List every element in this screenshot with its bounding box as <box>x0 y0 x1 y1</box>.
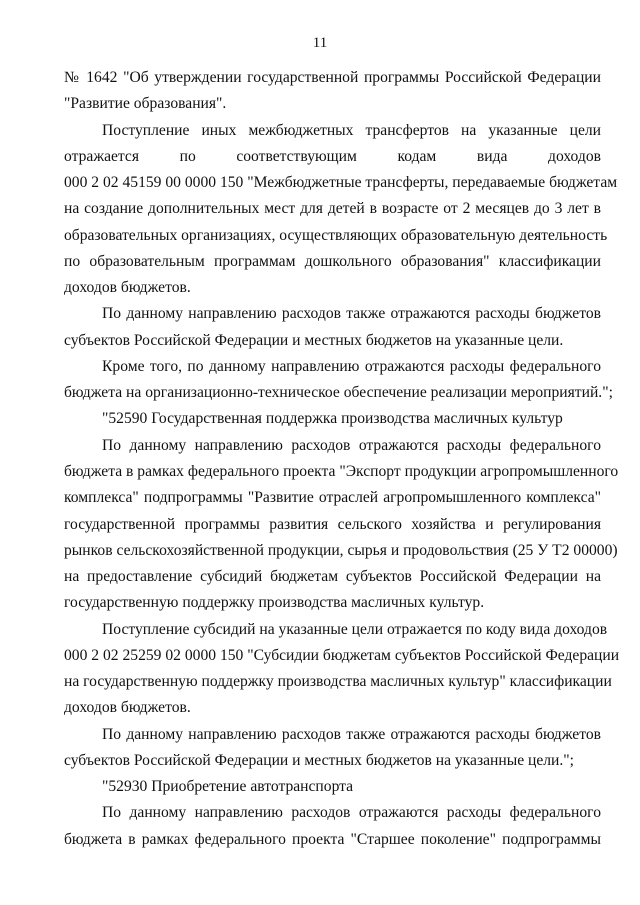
text-line: на предоставление субсидий бюджетам субъектов Российской Федерации на <box>64 568 601 586</box>
text-line: По данному направлению расходов также отражаются расходы бюджетов <box>102 725 601 743</box>
text-line: субъектов Российской Федерации и местных бюджетов на указанные цели."; <box>64 751 575 769</box>
text-line: государственную поддержку производства масличных культур. <box>64 594 485 612</box>
text-line: "Развитие образования". <box>64 95 227 113</box>
text-line: по образовательным программам дошкольного образования" классификации <box>64 252 601 270</box>
page-number: 11 <box>312 35 328 51</box>
document-body <box>64 65 620 853</box>
text-line: на государственную поддержку производства масличных культур" классификации <box>64 673 612 691</box>
text-line: субъектов Российской Федерации и местных бюджетов на указанные цели. <box>64 331 564 349</box>
text-line: отражается по соответствующим кодам вида доходов <box>64 147 601 165</box>
text-line: По данному направлению расходов также отражаются расходы бюджетов <box>102 305 601 323</box>
text-line: образовательных организациях, осуществляющих образовательную деятельность <box>64 226 608 244</box>
text-line: 000 2 02 45159 00 0000 150 "Межбюджетные трансферты, передаваемые бюджетам <box>64 174 618 192</box>
text-line: бюджета на организационно-техническое обеспечение реализации мероприятий."; <box>64 384 613 402</box>
text-line: государственной программы развития сельского хозяйства и регулирования <box>64 515 601 533</box>
text-line: По данному направлению расходов отражаются расходы федерального <box>102 804 601 822</box>
text-line: 000 2 02 25259 02 0000 150 "Субсидии бюджетам субъектов Российской Федерации <box>64 646 620 664</box>
text-line: бюджета в рамках федерального проекта "Экспорт продукции агропромышленного <box>64 462 619 480</box>
text-line: бюджета в рамках федерального проекта "Старшее поколение" подпрограммы <box>64 830 601 848</box>
text-line: По данному направлению расходов отражаются расходы федерального <box>102 436 601 454</box>
text-line: Поступление субсидий на указанные цели отражается по коду вида доходов <box>102 620 608 638</box>
text-line: Поступление иных межбюджетных трансфертов на указанные цели <box>102 121 601 139</box>
text-line: на создание дополнительных мест для детей в возрасте от 2 месяцев до 3 лет в <box>64 200 601 218</box>
text-line: "52930 Приобретение автотранспорта <box>102 778 354 796</box>
text-line: Кроме того, по данному направлению отражаются расходы федерального <box>102 357 601 375</box>
text-line: "52590 Государственная поддержка производства масличных культур <box>102 410 563 428</box>
text-line: доходов бюджетов. <box>64 699 191 717</box>
text-line: рынков сельскохозяйственной продукции, сырья и продовольствия (25 У Т2 00000) <box>64 541 618 559</box>
text-line: комплекса" подпрограммы "Развитие отраслей агропромышленного комплекса" <box>64 489 601 507</box>
text-line: доходов бюджетов. <box>64 279 191 297</box>
text-line: № 1642 "Об утверждении государственной программы Российской Федерации <box>64 69 601 86</box>
